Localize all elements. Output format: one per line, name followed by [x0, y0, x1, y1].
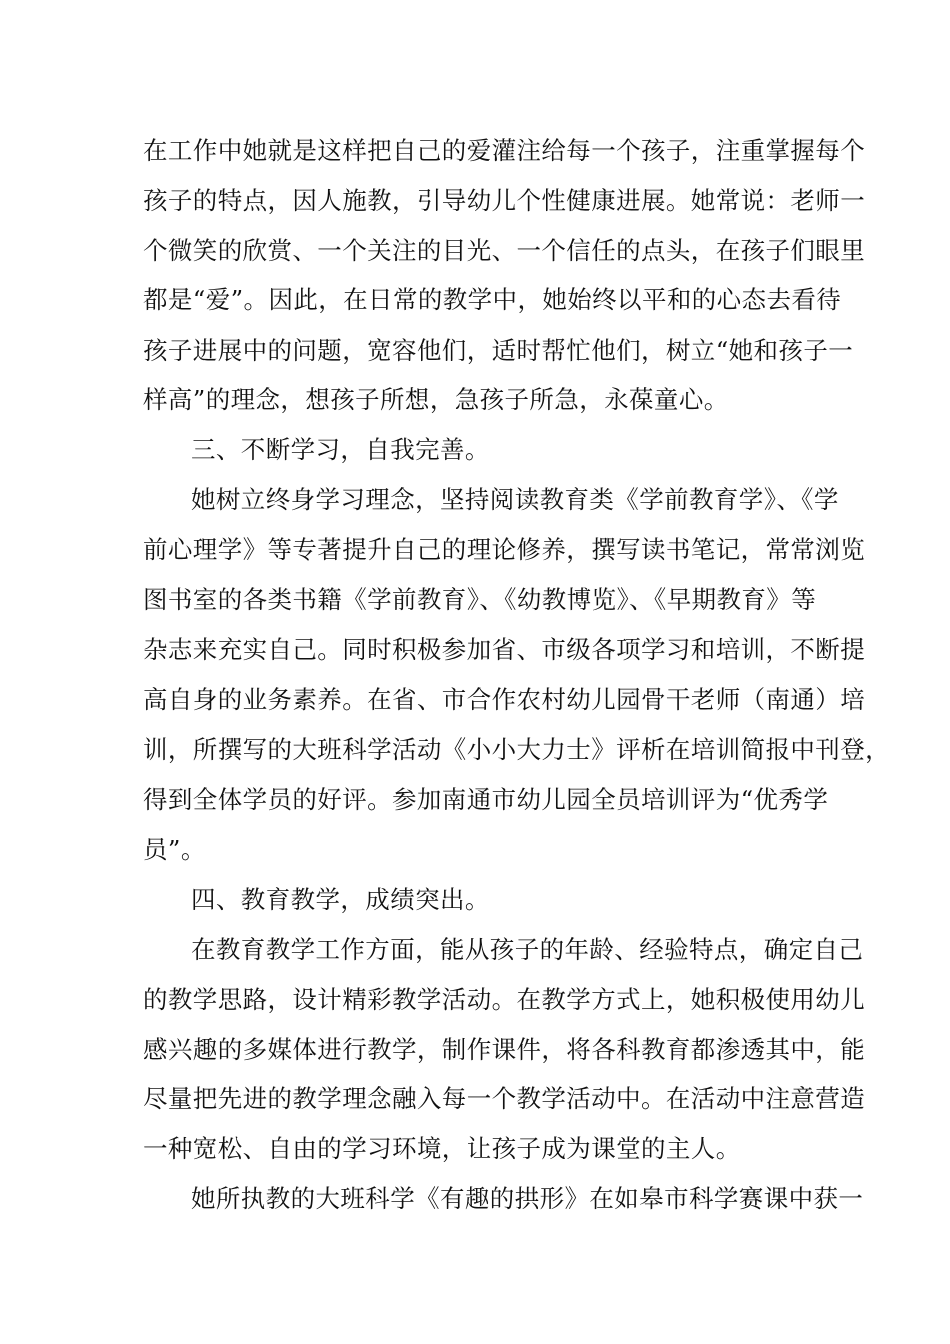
paragraph-line: 得到全体学员的好评。参加南通市幼儿园全员培训评为“优秀学 [143, 785, 829, 814]
paragraph-line: 尽量把先进的教学理念融入每一个教学活动中。在活动中注意营造 [143, 1084, 866, 1113]
paragraph-line: 个微笑的欣赏、一个关注的目光、一个信任的点头，在孩子们眼里 [143, 236, 866, 265]
paragraph-line: 样高”的理念，想孩子所想，急孩子所急，永葆童心。 [143, 385, 729, 414]
paragraph-line: 在工作中她就是这样把自己的爱灌注给每一个孩子，注重掌握每个 [143, 136, 866, 165]
paragraph-line: 她所执教的大班科学《有趣的拱形》在如皋市科学赛课中获一 [191, 1184, 864, 1213]
paragraph-line: 高自身的业务素养。在省、市合作农村幼儿园骨干老师（南通）培 [143, 685, 866, 714]
paragraph-line: 训，所撰写的大班科学活动《小小大力士》评析在培训简报中刊登， [143, 735, 890, 764]
paragraph-line: 感兴趣的多媒体进行教学，制作课件，将各科教育都渗透其中，能 [143, 1035, 866, 1064]
paragraph-line: 图书室的各类书籍《学前教育》、《幼教博览》、《早期教育》等 [143, 585, 817, 614]
section-heading: 三、不断学习，自我完善。 [191, 435, 490, 464]
paragraph-line: 一种宽松、自由的学习环境，让孩子成为课堂的主人。 [143, 1134, 741, 1163]
paragraph-line: 杂志来充实自己。同时积极参加省、市级各项学习和培训，不断提 [143, 635, 866, 664]
paragraph-line: 前心理学》等专著提升自己的理论修养，撰写读书笔记，常常浏览 [143, 535, 866, 564]
paragraph-line: 孩子进展中的问题，宽容他们，适时帮忙他们，树立“她和孩子一 [143, 336, 854, 365]
paragraph-line: 孩子的特点，因人施教，引导幼儿个性健康进展。她常说：老师一 [143, 186, 866, 215]
paragraph-line: 在教育教学工作方面，能从孩子的年龄、经验特点，确定自己 [191, 935, 864, 964]
section-heading: 四、教育教学，成绩突出。 [191, 885, 490, 914]
paragraph-line: 都是“爱”。因此，在日常的教学中，她始终以平和的心态去看待 [143, 285, 842, 314]
paragraph-line: 她树立终身学习理念，坚持阅读教育类《学前教育学》、《学 [191, 485, 839, 514]
paragraph-line: 的教学思路，设计精彩教学活动。在教学方式上，她积极使用幼儿 [143, 985, 866, 1014]
paragraph-line: 员”。 [143, 835, 206, 864]
